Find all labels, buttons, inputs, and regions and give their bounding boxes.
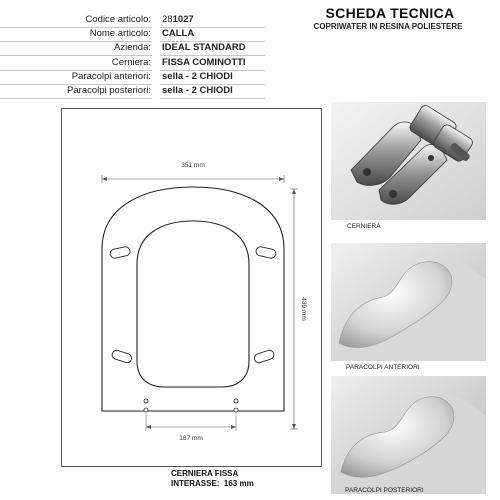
- spec-value-name: CALLA: [162, 28, 195, 39]
- rear-bumper-photo-icon: [331, 376, 486, 494]
- rear-bumper-photo-caption: PARACOLPI POSTERIORI: [345, 487, 424, 494]
- spec-label-company: Azienda:: [114, 42, 151, 53]
- hinge-caption-value: 163 mm: [223, 479, 254, 488]
- hinge-arrow-left: [146, 425, 151, 429]
- hinge-dimension-label: 187 mm: [179, 435, 203, 442]
- page-subtitle: COPRIWATER IN RESINA POLIESTERE: [313, 22, 463, 31]
- spec-value-company: IDEAL STANDARD: [162, 42, 246, 53]
- seat-opening: [137, 221, 249, 387]
- width-arrow-right: [279, 177, 284, 181]
- length-dimension-label: 439 mm: [300, 297, 307, 321]
- spec-rule: [160, 55, 265, 56]
- hinge-photo-icon: [331, 102, 486, 220]
- spec-value-front-bumpers: sella - 2 CHIODI: [162, 71, 233, 82]
- hinge-arrow-right: [231, 425, 236, 429]
- front-bumper-photo: [331, 243, 486, 361]
- hinge-caption: [171, 469, 254, 489]
- page-title: SCHEDA TECNICA: [325, 5, 455, 21]
- spec-value-code-main: 1027: [172, 14, 194, 25]
- hinge-hole: [144, 408, 148, 412]
- hinge-hole: [234, 399, 238, 403]
- spec-rule: [0, 55, 152, 56]
- width-dimension-label: 351 mm: [181, 162, 205, 169]
- length-arrow-bottom: [292, 424, 296, 429]
- spec-label-front-bumpers: Paracolpi anteriori:: [71, 71, 151, 82]
- hinge-caption-line2: [171, 479, 254, 489]
- seat-drawing-svg: [62, 109, 321, 466]
- spec-label-rear-bumpers: Paracolpi posteriori:: [67, 85, 151, 96]
- spec-value-hinge: FISSA COMINOTTI: [162, 57, 246, 68]
- spec-value-rear-bumpers: sella - 2 CHIODI: [162, 85, 233, 96]
- spec-label-hinge: Cerniera:: [111, 57, 151, 68]
- front-bumper-photo-icon: [331, 243, 486, 361]
- spec-label-code: Codice articolo:: [85, 14, 151, 25]
- technical-drawing: [61, 108, 322, 467]
- spec-rule: [160, 98, 265, 99]
- rear-bumper-photo: [331, 376, 486, 494]
- spec-value-code: [162, 14, 194, 26]
- hinge-caption-line1: CERNIERA FISSA: [171, 469, 239, 478]
- length-arrow-top: [292, 189, 296, 194]
- hinge-photo: [331, 102, 486, 220]
- hinge-hole: [144, 399, 148, 403]
- hinge-caption-label: INTERASSE:: [171, 479, 220, 488]
- spec-value-code-prefix: 28: [162, 14, 173, 25]
- hinge-hole: [234, 408, 238, 412]
- hinge-photo-caption: CERNIERA: [347, 223, 381, 230]
- spec-label-name: Nome articolo:: [89, 28, 151, 39]
- width-arrow-left: [102, 177, 107, 181]
- front-bumper-photo-caption: PARACOLPI ANTERIORI: [346, 364, 420, 371]
- spec-rule: [0, 98, 152, 99]
